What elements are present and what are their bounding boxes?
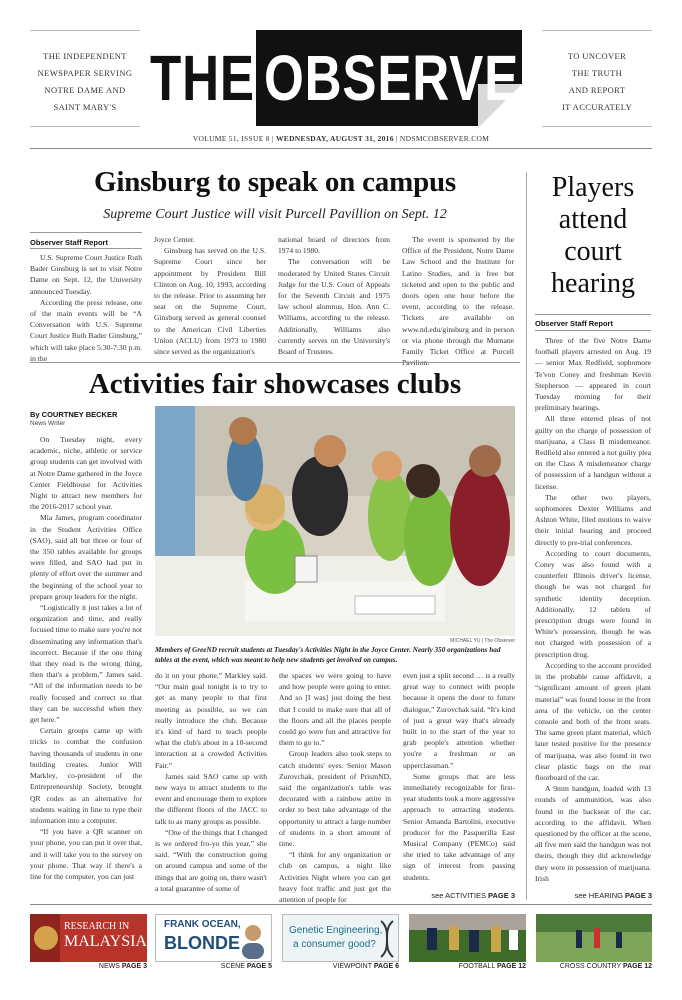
author-role: News Writer xyxy=(30,420,66,427)
paragraph: The other two players, sophomores Dexter Williams and Ashton White, filed motions to waive their initial hearing and proceed directly to pre-trial conferences. xyxy=(535,492,651,547)
paragraph: According to the account provided in the probable cause affidavit, a “significant amount of green plant material” was found loose in the front area of the vehicle, on the center console and both of the front seats. The same green plant material, which later tested positive for the presence of marijuana, was also found in two clear plastic bags on the rear floorboard of the car. xyxy=(535,660,651,782)
feature-byline xyxy=(30,410,117,419)
lead-headline[interactable]: Ginsburg to speak on campus xyxy=(93,166,457,198)
students-at-table-illustration xyxy=(155,406,515,636)
promo-title: a consumer good? xyxy=(293,939,376,950)
paragraph: national board of directors from 1974 to 1980. xyxy=(278,235,390,256)
promo-title: RESEARCH IN xyxy=(64,921,130,932)
promo-football[interactable] xyxy=(409,914,526,962)
paragraph: the spaces we were going to have and how people were going to enter. And so [I was] just doing the best that I could to make sure that all of the floors and all the places people could go were fun and attractive for them to go to.” xyxy=(279,671,391,748)
promo-football-label[interactable] xyxy=(409,963,526,970)
issue-date: WEDNESDAY, AUGUST 31, 2016 xyxy=(275,134,394,143)
masthead-tagline-left xyxy=(30,48,140,116)
paragraph: do it on your phone,” Markley said. “Our main goal tonight is to try to get as many people to that first meeting as possible, so we can really introduce the club. Because it's kind of hard to teach people what the club's about in a 10-second interaction at a crowded Activities Fair.” xyxy=(155,671,267,770)
side-body xyxy=(535,335,651,887)
promo-title: FRANK OCEAN, xyxy=(164,919,241,930)
lead-deck: Supreme Court Justice will visit Purcell Pavillion on Sept. 12 xyxy=(103,207,447,222)
section-name: FOOTBALL xyxy=(458,963,497,970)
masthead-tagline-right xyxy=(542,48,652,116)
promo-viewpoint[interactable] xyxy=(282,914,399,962)
promo-title: MALAYSIA xyxy=(64,933,147,950)
column-divider xyxy=(526,172,527,900)
jump-text: see ACTIVITIES xyxy=(431,891,489,900)
paragraph: According the press release, one of the main events will be “A Conversation with U.S. Supreme Court Justice Ruth Bader Ginsburg,” which will take place 5:30-7:30 p.m. in the xyxy=(30,297,142,363)
paragraph: The event is sponsored by the Office of the President, Notre Dame Law School and the Institute for Latino Studies, and is free but ticketed and open to the public and doors open one hour before the event, according to the release. Tickets are available on www.nd.edu/ginsburg and in person or via phone through the Murnane Family Ticket Office at Purcell Pavilion. xyxy=(402,235,514,368)
section-name: SCENE xyxy=(220,963,247,970)
tagline-line: NOTRE DAME AND xyxy=(44,85,126,95)
feature-headline[interactable]: Activities fair showcases clubs xyxy=(88,368,462,400)
lead-column-2 xyxy=(154,234,266,360)
side-headline[interactable]: Players attend court hearing xyxy=(551,172,635,299)
masthead-rule xyxy=(542,30,652,31)
promo-cross-country-label[interactable] xyxy=(536,963,652,970)
issue-line xyxy=(0,134,682,143)
byline-rule xyxy=(30,232,142,233)
paragraph: “I think for any organization or club on campus, a night like Activities Night where you can get heavy foot traffic and just get the attention of people for xyxy=(279,850,391,905)
author-name: COURTNEY BECKER xyxy=(41,410,118,419)
jump-text: see HEARING xyxy=(574,891,626,900)
feature-column-4 xyxy=(403,670,515,888)
side-jump-link[interactable] xyxy=(560,891,652,900)
lead-byline: Observer Staff Report xyxy=(30,238,108,247)
section-name: NEWS xyxy=(98,963,122,970)
page-number: PAGE 6 xyxy=(373,963,399,970)
paragraph: Some groups that are less immediately recognizable for first-year students took a more aggressive approach to attracting students. Senior Amanda Bartolini, executive producer for the Pasquerilla East Musical Company (PEMCo) said she tried to take advantage of any sign of interest from passing students. xyxy=(403,771,515,882)
paragraph: Three of the five Notre Dame football players arrested on Aug. 19 — senior Max Redfield, sophomore Te'von Coney and freshman Kevin Stepherson — appeared in court Tuesday morning for their preliminary hearings. xyxy=(535,336,651,413)
paragraph: All three entered pleas of not guilty on the charge of possession of marijuana, a Class B misdemeanor. Redfield also entered a not guilty plea on the Class A misdemeanor charge of possession of a handgun without a license. xyxy=(535,414,651,491)
page-number: PAGE 3 xyxy=(121,963,147,970)
paragraph: On Tuesday night, every academic, niche, athletic or service group students can get involved with at Notre Dame gathered in the Joyce Center Fieldhouse for Activities Night to attract new members for the 2016-2017 school year. xyxy=(30,435,142,512)
paragraph: Joyce Center. xyxy=(154,235,195,244)
paragraph: U.S. Supreme Court Justice Ruth Bader Ginsburg is set to visit Notre Dame on Sept. 12, the University announced Tuesday. xyxy=(30,253,142,296)
page-number: PAGE 12 xyxy=(622,963,652,970)
tagline-line: NEWSPAPER SERVING xyxy=(37,68,133,78)
dna-icon xyxy=(378,919,396,959)
football-photo xyxy=(409,914,526,962)
paragraph: “One of the things that I changed is we ordered fro-yo this year,” she said. “With the construction going on around campus and some of the things that are going on, there wasn't a total guarantee of some of xyxy=(155,827,267,893)
tagline-line: AND REPORT xyxy=(568,85,626,95)
section-rule xyxy=(30,362,520,363)
feature-column-2 xyxy=(155,670,267,893)
byline-rule xyxy=(535,314,651,315)
masthead-rule xyxy=(542,126,652,127)
tagline-line: IT ACCURATELY xyxy=(561,102,633,112)
paragraph: Group leaders also took steps to catch students' eyes. Senior Mason Zurovchak, president of PrismND, said the organization's table was decorated with a rainbow attire in order to best take advantage of the opportunity to attract a large number of students in a short amount of time. xyxy=(279,749,391,849)
promo-viewpoint-label[interactable] xyxy=(282,963,399,970)
feature-jump-link[interactable] xyxy=(400,891,515,900)
paragraph: James said SAO came up with new ways to attract students to the event and encourage them to explore the different floors of the JACC to talk to as many groups as possible. xyxy=(155,771,267,826)
paragraph: Mia James, program coordinator in the Student Activities Office (SAO), said all but three or four of the 350 tables available for groups were filled, and SAO had put in plenty of effort over the summer and the beginning of the school year to prepare group leaders for the night. xyxy=(30,513,142,601)
paragraph: The conversation will be moderated by United States Circuit Judge for the U.S. Court of Appeals for the Seventh Circuit and 1975 law school alumnus, Hon. Ann C. Williams, according to the release. Additionally, Williams also currently serves on the University's Board of Trustees. xyxy=(278,257,390,357)
tagline-line: SAINT MARY'S xyxy=(53,102,117,112)
byline-rule xyxy=(535,330,651,331)
tagline-line: TO UNCOVER xyxy=(567,51,627,61)
promo-scene[interactable] xyxy=(155,914,272,962)
photo-credit: MICHAEL YU | The Observer xyxy=(450,638,515,644)
byline-prefix: By xyxy=(30,410,42,419)
lead-column-4 xyxy=(402,234,514,368)
issue-volume: VOLUME 51, ISSUE 8 | xyxy=(192,134,274,143)
promo-scene-label[interactable] xyxy=(155,963,272,970)
promo-rule xyxy=(30,904,652,905)
masthead-bottom-rule xyxy=(30,148,652,149)
paragraph: Ginsburg has served on the U.S. Supreme Court since her appointment by President Bill Clinton on Aug. 10, 1993, according to the release. Prior to assuming her seat on the Supreme Court, Ginsburg served as general counsel to the American Civil Liberties Union (ACLU) from 1973 to 1980 since served as the organization's xyxy=(154,246,266,357)
issue-site: | NDSMCOBSERVER.COM xyxy=(395,134,490,143)
feature-column-3 xyxy=(279,670,391,905)
jump-page: PAGE 3 xyxy=(625,891,652,900)
masthead-rule xyxy=(30,30,140,31)
page-number: PAGE 5 xyxy=(246,963,272,970)
paragraph: “Logistically it just takes a lot of organization and time, and really focused time to make sure you're not disseminating any information that's incorrect. Because if the one thing that they read is the wrong thing, then that's a problem,” James said. “All of the information needs to be really focused and correct so that they can be successful when they get here.” xyxy=(30,603,142,725)
paragraph: “If you have a QR scanner on your phone, you can put it over that, and it will take you to the survey on your phone. That way if there's a line for the computer, you can just xyxy=(30,827,142,881)
tagline-line: THE INDEPENDENT xyxy=(43,51,127,61)
feature-column-1 xyxy=(30,434,142,888)
logo-observer: OBSERVER xyxy=(264,42,557,114)
paragraph: even just a split second … is a really great way to connect with people because it opens the door to future dialogue,” Zurovchak said. “It's kind of just a great way that's already built in to the start of the year to grab people's attention whether you're a freshman or an upperclassman.” xyxy=(403,671,515,770)
promo-news[interactable] xyxy=(30,914,147,962)
lead-column-3 xyxy=(278,234,390,360)
lead-column-1 xyxy=(30,252,142,363)
side-byline: Observer Staff Report xyxy=(535,319,613,328)
jump-page: PAGE 3 xyxy=(488,891,515,900)
cross-country-photo xyxy=(536,914,652,962)
paragraph: According to court documents, Coney was also found with a counterfeit Illinois driver's license, though he was not charged for synthetic identity deception. Additionally, 12 tablets of prescription drugs were found in White's possession, though he was not charged with possession of a prescription drug. xyxy=(535,548,651,659)
paragraph: Certain groups came up with tricks to combat the confusion having thousands of students in one building creates. Junior Will Markley, co-president of the Entrepreneurship Society, brought QR codes as an alternative for students waiting in line to type their information into a computer. xyxy=(30,726,142,825)
promo-cross-country[interactable] xyxy=(536,914,652,962)
masthead-rule xyxy=(30,126,140,127)
section-name: VIEWPOINT xyxy=(332,963,374,970)
person-icon xyxy=(239,923,267,959)
logo-the: THE xyxy=(150,42,255,114)
section-name: CROSS COUNTRY xyxy=(559,963,623,970)
paragraph: A 9mm handgun, loaded with 13 rounds of ammunition, was also found in the backseat of the car, according to the affidavit. When questioned by the officer at the scene, all five men said the handgun was not theirs, though they did acknowledge they were in possession of marijuana. Irish xyxy=(535,784,651,883)
feature-photo xyxy=(155,406,515,636)
tagline-line: THE TRUTH xyxy=(571,68,623,78)
page-number: PAGE 12 xyxy=(496,963,526,970)
promo-title: BLONDE xyxy=(164,933,240,953)
promo-news-label[interactable] xyxy=(30,963,147,970)
byline-rule xyxy=(30,248,142,249)
promo-title: Genetic Engineering, xyxy=(289,925,383,936)
photo-caption: Members of GreeND recruit students at Tuesday's Activities Night in the Joyce Center. Nearly 350 organizations had tables at the event, which was meant to help new students get involved on campus. xyxy=(155,646,501,664)
